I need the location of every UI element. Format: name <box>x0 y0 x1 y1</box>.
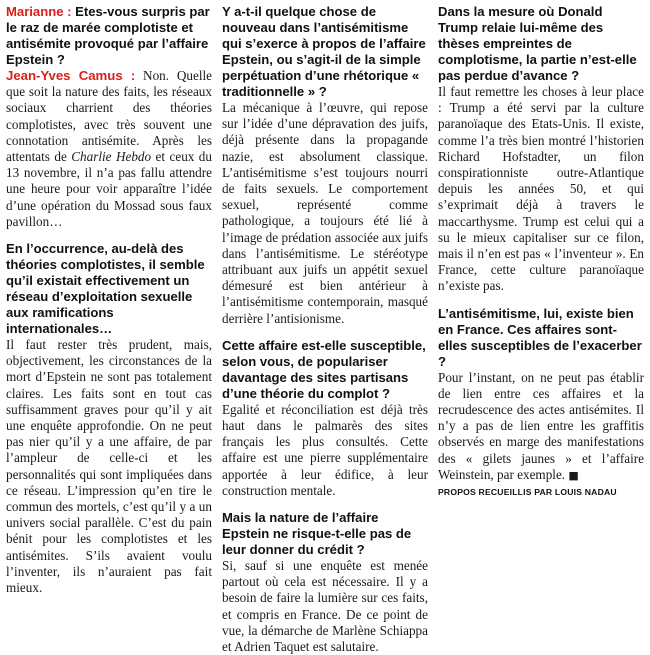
end-mark-icon: ■ <box>568 468 579 482</box>
question-1: En l’occurrence, au-delà des théories complotistes, il semble qu’il existait effectivement un réseau d’exploitation sexuelle aux ramifications internationales… <box>6 241 205 337</box>
question-2: Y a-t-il quelque chose de nouveau dans l’antisémitisme qui s’exerce à propos de l’affaire Epstein, ou s’agit-il de la simple perpétuation d’une rhétorique « traditionnelle » ? <box>222 4 426 99</box>
intro-question-text: Etes-vous surpris par le raz de marée complotiste et antisémite provoqué par l’affaire Epstein ? <box>6 4 210 67</box>
magazine-label: Marianne : <box>6 4 72 19</box>
intro-answer-italic: Charlie Hebdo <box>71 149 152 165</box>
column-1 <box>6 4 212 655</box>
question-3: Cette affaire est-elle susceptible, selon vous, de populariser davantage des sites partisans d’une théorie du complot ? <box>222 337 426 401</box>
byline-credit: PROPOS RECUEILLIS PAR LOUIS NADAU <box>438 487 617 498</box>
answer-6-text: Pour l’instant, on ne peut pas établir de lien entre ces affaires et la recrudescence des actes antisémites. Il n’y a pas de lien entre les graffitis observés en marge des manifestations des « gilets jaunes » et l’affaire Weinstein, par exemple. <box>438 369 644 482</box>
speaker-label: Jean-Yves Camus : <box>6 68 136 83</box>
answer-1: Il faut rester très prudent, mais, objectivement, les circonstances de la mort d’Epstein ne sont pas totalement claires. Les faits sont en tout cas suffisamment graves pour qu’il y ait une enquête approfondie. On ne peut pas nier qu’il y a une affaire, de par l’ampleur de celle-ci et les personnalités qui sont impliquées dans ce réseau. L’impression qu’en tire le commun des mortels, c’est qu’il y a un univers social parallèle. C’est du pain bénit pour les complotistes et les antisémites. S’ils avaient voulu l’inventer, ils n’auraient pas fait mieux. <box>6 337 212 596</box>
intro-answer-a: Non. Quelle que soit la nature des faits, les réseaux sociaux charrient des théories complotistes, avec très souvent une connotation antisémite. Après les attentats de <box>6 68 212 165</box>
question-4: Mais la nature de l’affaire Epstein ne risque-t-elle pas de leur donner du crédit ? <box>222 510 412 558</box>
question-6: L’antisémitisme, lui, existe bien en France. Ces affaires sont-elles susceptibles de l’exacerber ? <box>438 305 642 369</box>
column-3 <box>438 4 644 655</box>
column-2 <box>222 4 428 655</box>
answer-6 <box>438 370 644 484</box>
intro-question <box>6 4 212 68</box>
question-5: Dans la mesure où Donald Trump relaie lui-même des thèses empreintes de complotisme, la partie n’est-elle pas perdue d’avance ? <box>438 4 637 83</box>
answer-2: La mécanique à l’œuvre, qui repose sur l’idée d’une dépravation des juifs, déjà présente dans la propagande nazie, est absolument classique. L’antisémitisme s’est toujours nourri de faits sexuels. Le comportement sexuel, représenté comme pathologique, a toujours été lié à l’image de prédation associée aux juifs dans l’antisémitisme. Le stéréotype attribuant aux juifs un appétit sexuel démesuré est bien antérieur à l’antisémitisme contemporain, masqué derrière l’antisionisme. <box>222 100 428 326</box>
intro-answer <box>6 68 212 230</box>
answer-4: Si, sauf si une enquête est menée partout où cela est nécessaire. Il y a besoin de faire la lumière sur ces faits, et compris en France. De ce point de vue, la démarche de Marlène Schiappa et Adrien Taquet est salutaire. <box>222 558 428 655</box>
answer-5: Il faut remettre les choses à leur place : Trump a été servi par la culture paranoïaque des Etats-Unis. Il existe, comme l’a très bien montré l’historien Richard Hofstadter, un filon conspirationniste outre-Atlantique depuis les années 50, et qui s’exprimait déjà à travers le maccarthysme. Trump est celui qui a su le mieux capitaliser sur ce filon, mais il n’en est pas « l’inventeur ». En France, cette culture paranoïaque n’existe pas. <box>438 84 644 294</box>
intro-answer-b: et ceux du 13 novembre, il n’a pas fallu attendre une heure pour voir apparaître l’idée d’une opération du Mossad sous faux pavillon… <box>6 149 212 229</box>
answer-3: Egalité et réconciliation est déjà très haut dans le palmarès des sites français les plus consultés. Cette affaire est une pierre supplémentaire apportée à leur édifice, à leur construction mentale. <box>222 401 428 498</box>
